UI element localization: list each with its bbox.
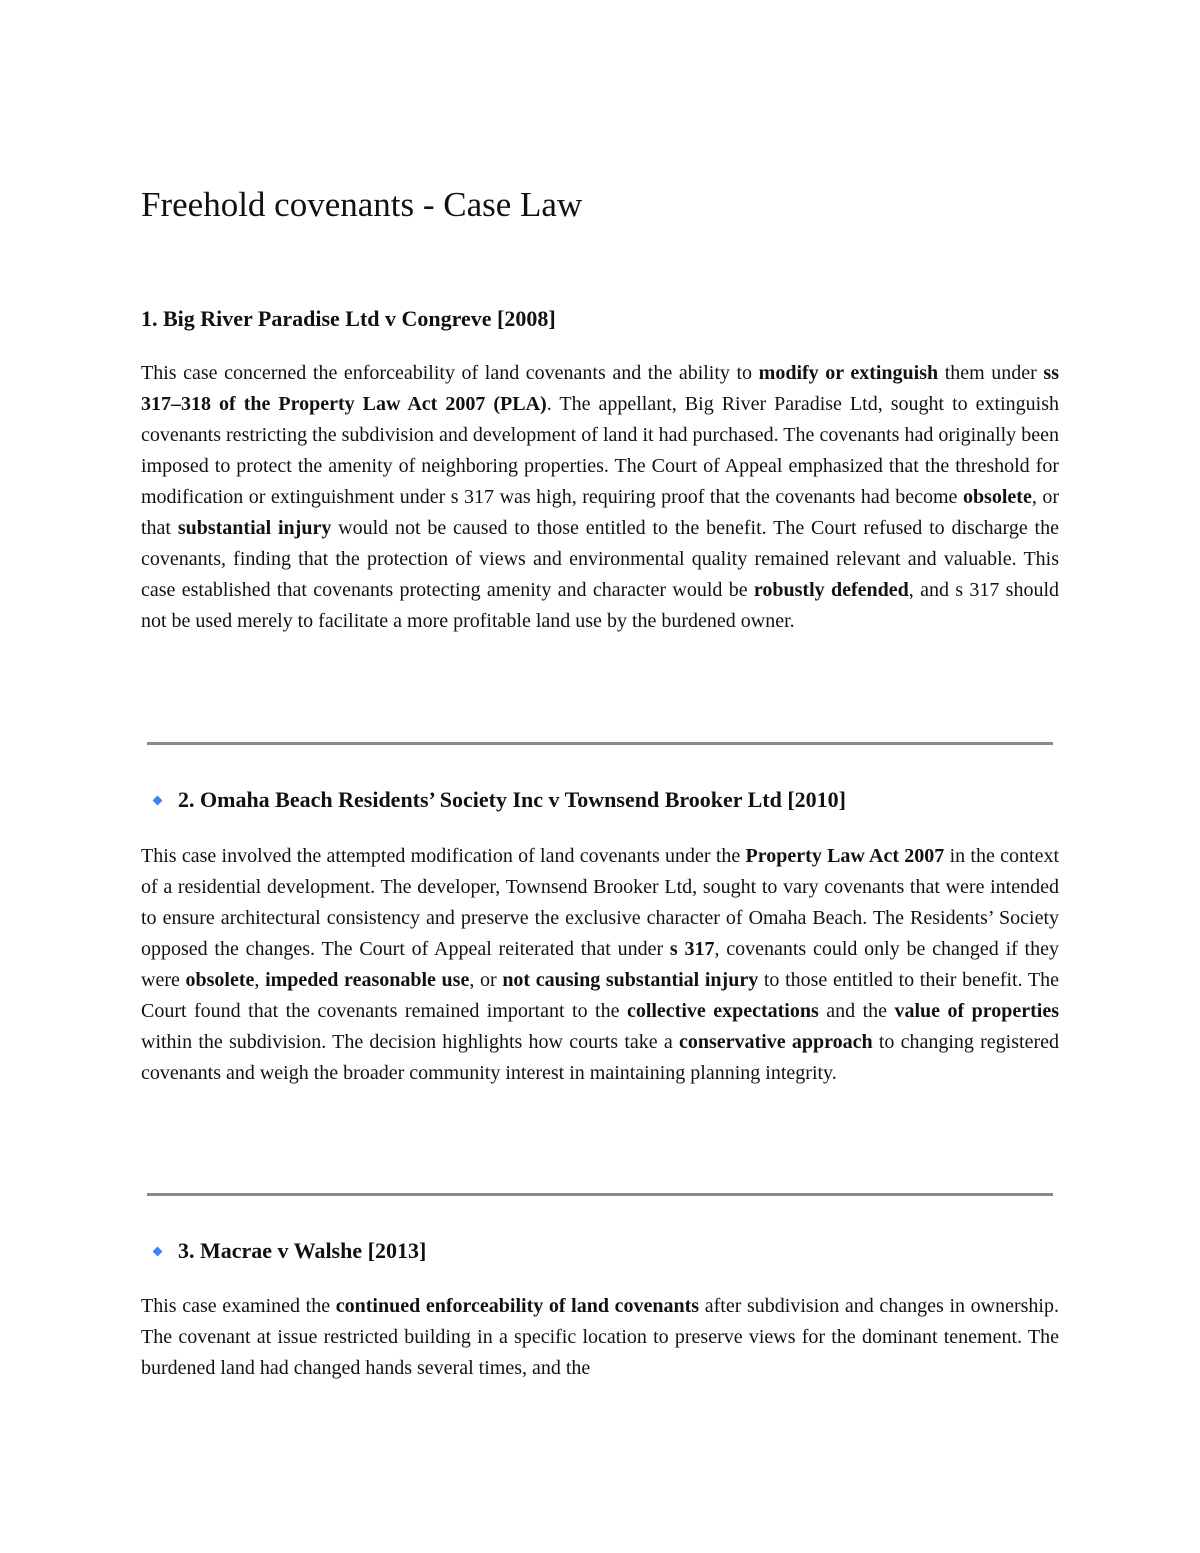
section-divider xyxy=(147,1193,1053,1196)
body-text: , and s 317 should not be used merely to facilitate a more profitable land use by the burdened owner. xyxy=(141,579,1059,632)
body-text: , xyxy=(254,969,266,991)
diamond-bullet-icon xyxy=(153,795,163,805)
emphasis-text: Property Law Act 2007 xyxy=(745,845,945,867)
body-text: them under xyxy=(938,362,1044,384)
document-title: Freehold covenants - Case Law xyxy=(141,185,583,224)
case-body-3 xyxy=(141,1291,1059,1384)
case-body-2 xyxy=(141,841,1059,1089)
case-body-1 xyxy=(141,358,1059,637)
emphasis-text: continued enforceability of land covenants xyxy=(335,1295,700,1317)
case-heading-text: 2. Omaha Beach Residents’ Society Inc v Townsend Brooker Ltd [2010] xyxy=(178,787,846,812)
body-text: to changing registered covenants and weigh the broader community interest in maintaining planning integrity. xyxy=(141,1031,1059,1084)
body-text: This case examined the xyxy=(141,1295,336,1317)
body-text: in the context of a residential development. The developer, Townsend Brooker Ltd, sought to vary covenants that were intended to ensure architectural consistency and preserve the exclusive character of Omaha Beach. The Residents’ Society opposed the changes. The Court of Appeal reiterated that under xyxy=(141,845,1060,960)
body-text: , covenants could only be changed if they were xyxy=(141,938,1059,991)
emphasis-text: ss 317–318 of the Property Law Act 2007 (PLA) xyxy=(141,362,1059,415)
emphasis-text: not causing substantial injury xyxy=(502,969,759,991)
emphasis-text: modify or extinguish xyxy=(758,362,939,384)
body-text: This case involved the attempted modification of land covenants under the xyxy=(141,845,746,867)
body-text: , or xyxy=(469,969,503,991)
body-text: after subdivision and changes in ownership. The covenant at issue restricted building in a specific location to preserve views for the dominant tenement. The burdened land had changed hands several times, and the xyxy=(141,1295,1059,1379)
emphasis-text: collective expectations xyxy=(626,1000,819,1022)
case-heading-1 xyxy=(141,304,556,334)
case-heading-2 xyxy=(141,785,846,815)
case-heading-text: 1. Big River Paradise Ltd v Congreve [2008] xyxy=(141,306,556,331)
body-text: and the xyxy=(818,1000,895,1022)
body-text: This case concerned the enforceability of land covenants and the ability to xyxy=(141,362,759,384)
case-heading-text: 3. Macrae v Walshe [2013] xyxy=(178,1238,427,1263)
emphasis-text: value of properties xyxy=(894,1000,1060,1022)
body-text: , or that xyxy=(141,486,1059,539)
body-text: to those entitled to their benefit. The Court found that the covenants remained important to the xyxy=(141,969,1059,1022)
diamond-bullet-icon xyxy=(153,1246,163,1256)
section-divider xyxy=(147,742,1053,745)
emphasis-text: obsolete xyxy=(962,486,1032,508)
emphasis-text: s 317 xyxy=(669,938,715,960)
emphasis-text: conservative approach xyxy=(678,1031,873,1053)
body-text: within the subdivision. The decision highlights how courts take a xyxy=(141,1031,679,1053)
emphasis-text: robustly defended xyxy=(753,579,909,601)
emphasis-text: obsolete xyxy=(185,969,255,991)
body-text: . The appellant, Big River Paradise Ltd, sought to extinguish covenants restricting the subdivision and development of land it had purchased. The covenants had originally been imposed to protect the amenity of neighboring properties. The Court of Appeal emphasized that the threshold for modification or extinguishment under s 317 was high, requiring proof that the covenants had become xyxy=(141,393,1059,508)
emphasis-text: substantial injury xyxy=(177,517,332,539)
emphasis-text: impeded reasonable use xyxy=(265,969,470,991)
case-heading-3 xyxy=(141,1236,426,1266)
body-text: would not be caused to those entitled to the benefit. The Court refused to discharge the covenants, finding that the protection of views and environmental quality remained relevant and valuable. This case established that covenants protecting amenity and character would be xyxy=(141,517,1059,601)
